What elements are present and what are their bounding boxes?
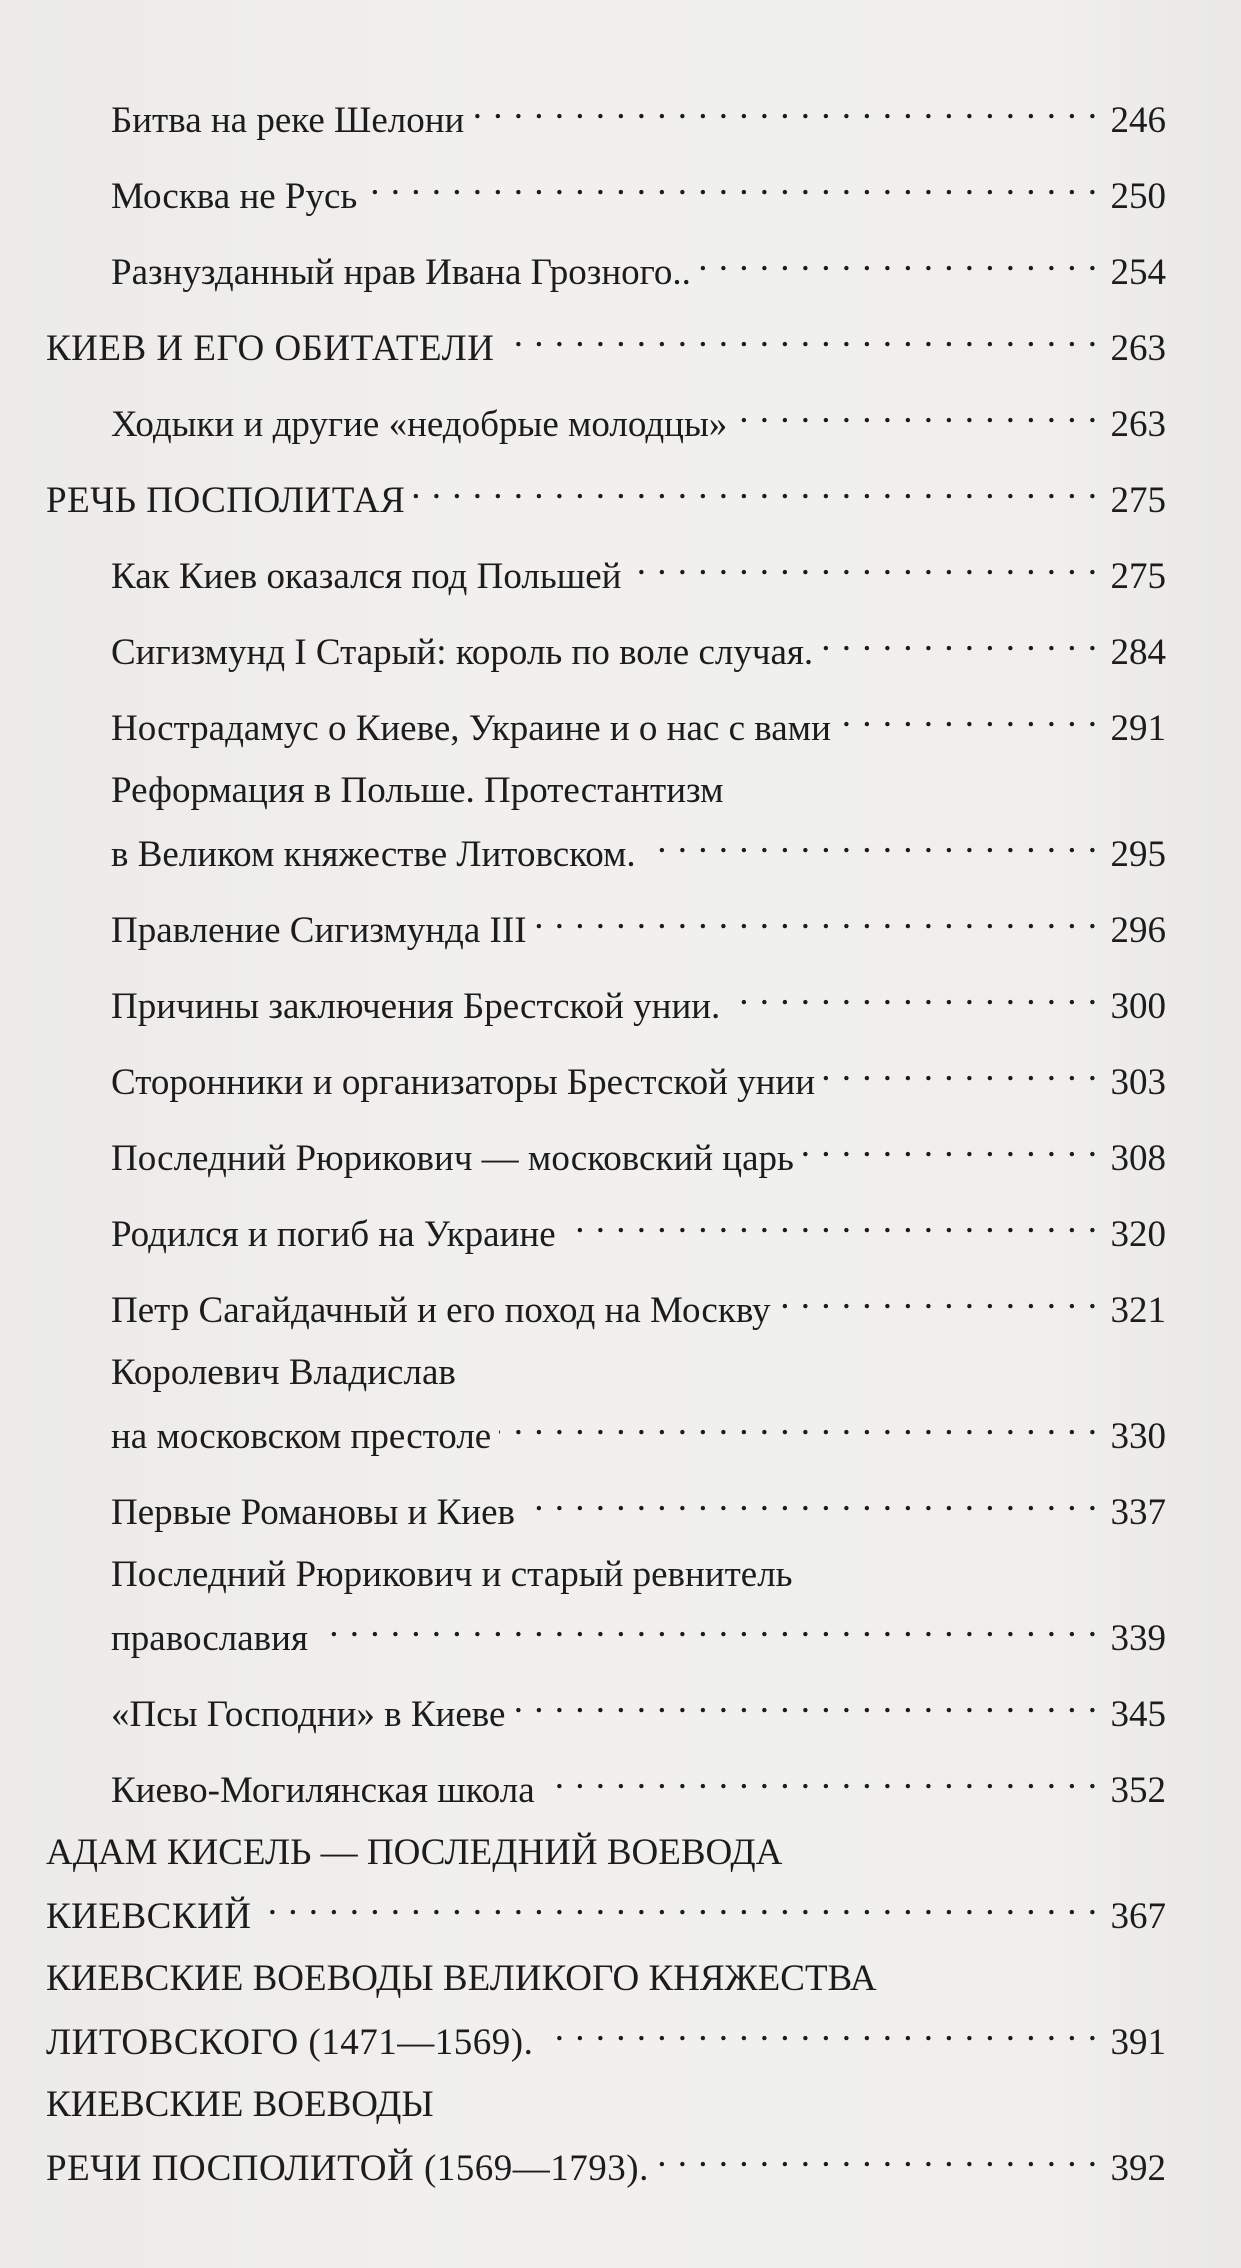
toc-entry-line [111,158,1166,222]
toc-page-number: 246 [1110,100,1166,141]
toc-page-number: 345 [1110,1694,1166,1735]
toc-page-number: 308 [1110,1138,1166,1179]
toc-entry-line [111,614,1166,678]
toc-entry-title: Нострадамус о Киеве, Украине и о нас с вами [111,708,831,749]
toc-subsection-entry [111,1550,1166,1664]
toc-page-number: 367 [1110,1896,1166,1937]
toc-entry-line [111,1474,1166,1538]
toc-subsection-entry [111,892,1166,956]
toc-entry-line [111,1044,1166,1108]
toc-entry-line [111,538,1166,602]
toc-entry-line [111,234,1166,298]
toc-entry-line [111,1676,1166,1740]
dot-leader [543,1752,1098,1802]
toc-page-number: 291 [1110,708,1166,749]
toc-entry-title-first-line: КИЕВСКИЕ ВОЕВОДЫ ВЕЛИКОГО КНЯЖЕСТВА [46,1958,877,1999]
toc-entry-line [111,386,1166,450]
toc-entry-title: Сторонники и организаторы Брестской унии [111,1062,816,1103]
toc-page-number: 392 [1110,2148,1166,2189]
toc-entry-line [111,892,1166,956]
dot-leader [839,690,1098,740]
toc-subsection-entry [111,1196,1166,1260]
toc-subsection-entry [111,766,1166,880]
toc-page-number: 303 [1110,1062,1166,1103]
toc-entry-line [46,1878,1166,1942]
toc-subsection-entry [111,968,1166,1032]
toc-entry-title-first-line: Реформация в Польше. Протестантизм [111,770,724,811]
dot-leader [499,1398,1098,1448]
toc-subsection-entry [111,158,1166,222]
toc-entry-line [111,1398,1166,1462]
toc-page-number: 320 [1110,1214,1166,1255]
toc-entry-line [111,1600,1166,1664]
dot-leader [644,816,1098,866]
toc-entry-line [111,968,1166,1032]
toc-entry-title: Правление Сигизмунда III [111,910,527,951]
dot-leader [564,1196,1098,1246]
toc-entry-title: Битва на реке Шелони [111,100,465,141]
dot-leader [541,2004,1098,2054]
toc-entry-title-first-line: АДАМ КИСЕЛЬ — ПОСЛЕДНИЙ ВОЕВОДА [46,1832,783,1873]
dot-leader [699,234,1098,284]
toc-page-number: 337 [1110,1492,1166,1533]
table-of-contents [46,82,1166,2206]
toc-section-entry [46,1828,1166,1942]
toc-subsection-entry [111,234,1166,298]
dot-leader [728,968,1098,1018]
toc-subsection-entry [111,690,1166,754]
toc-entry-title: Москва не Русь [111,176,358,217]
dot-leader [513,1676,1098,1726]
toc-page-number: 250 [1110,176,1166,217]
toc-subsection-entry [111,82,1166,146]
toc-entry-title: на московском престоле [111,1416,492,1457]
toc-subsection-entry [111,386,1166,450]
toc-page-number: 352 [1110,1770,1166,1811]
toc-section-entry [46,2080,1166,2194]
toc-entry-title: «Псы Господни» в Киеве [111,1694,506,1735]
toc-section-entry [46,1954,1166,2068]
toc-page-number: 263 [1110,328,1166,369]
toc-entry-title: Причины заключения Брестской унии. [111,986,721,1027]
toc-subsection-entry [111,614,1166,678]
toc-subsection-entry [111,1676,1166,1740]
toc-entry-line [46,2004,1166,2068]
toc-entry-title: Ходыки и другие «недобрые молодцы» [111,404,728,445]
toc-page-number: 275 [1110,556,1166,597]
toc-entry-line [46,2130,1166,2194]
toc-page-number: 391 [1110,2022,1166,2063]
toc-page-number: 263 [1110,404,1166,445]
toc-section-entry [46,310,1166,374]
toc-entry-title: Родился и погиб на Украине [111,1214,556,1255]
toc-page-number: 295 [1110,834,1166,875]
dot-leader [413,462,1098,512]
toc-page-number: 284 [1110,632,1166,673]
dot-leader [502,310,1098,360]
dot-leader [823,1044,1098,1094]
toc-entry-line [111,690,1166,754]
toc-subsection-entry [111,1348,1166,1462]
toc-entry-line [111,82,1166,146]
toc-entry-title-first-line: Королевич Владислав [111,1352,456,1393]
toc-page-number: 275 [1110,480,1166,521]
toc-subsection-entry [111,1474,1166,1538]
toc-page-number: 300 [1110,986,1166,1027]
toc-entry-title-first-line: Последний Рюрикович и старый ревнитель [111,1554,793,1595]
toc-entry-line [46,462,1166,526]
dot-leader [472,82,1098,132]
toc-page-number: 321 [1110,1290,1166,1331]
toc-entry-title: Разнузданный нрав Ивана Грозного.. [111,252,691,293]
toc-entry-title: КИЕВСКИЙ [46,1896,252,1937]
dot-leader [365,158,1098,208]
toc-entry-title: Киево-Могилянская школа [111,1770,535,1811]
dot-leader [629,538,1098,588]
toc-entry-title: Последний Рюрикович — московский царь [111,1138,794,1179]
dot-leader [821,614,1098,664]
toc-entry-title: Петр Сагайдачный и его поход на Москву [111,1290,771,1331]
toc-entry-title: Как Киев оказался под Польшей [111,556,622,597]
toc-subsection-entry [111,1044,1166,1108]
dot-leader [535,892,1098,942]
toc-page-number: 254 [1110,252,1166,293]
toc-subsection-entry [111,1120,1166,1184]
toc-entry-line [111,1196,1166,1260]
toc-page-number: 339 [1110,1618,1166,1659]
dot-leader [657,2130,1098,2180]
toc-subsection-entry [111,1272,1166,1336]
toc-entry-line [111,816,1166,880]
toc-entry-line [111,1752,1166,1816]
dot-leader [316,1600,1098,1650]
toc-entry-title: КИЕВ И ЕГО ОБИТАТЕЛИ [46,328,495,369]
dot-leader [779,1272,1098,1322]
toc-page-number: 296 [1110,910,1166,951]
toc-entry-title-first-line: КИЕВСКИЕ ВОЕВОДЫ [46,2084,434,2125]
toc-entry-title: в Великом княжестве Литовском. [111,834,636,875]
dot-leader [735,386,1098,436]
toc-page-number: 330 [1110,1416,1166,1457]
dot-leader [802,1120,1098,1170]
toc-section-entry [46,462,1166,526]
toc-entry-title: РЕЧИ ПОСПОЛИТОЙ (1569—1793). [46,2148,649,2189]
toc-entry-title: Первые Романовы и Киев [111,1492,515,1533]
toc-entry-line [46,310,1166,374]
dot-leader [259,1878,1098,1928]
toc-entry-title: православия [111,1618,308,1659]
toc-entry-line [111,1120,1166,1184]
toc-entry-title: ЛИТОВСКОГО (1471—1569). [46,2022,534,2063]
toc-subsection-entry [111,538,1166,602]
toc-subsection-entry [111,1752,1166,1816]
dot-leader [523,1474,1098,1524]
toc-entry-title: РЕЧЬ ПОСПОЛИТАЯ [46,480,406,521]
toc-entry-title: Сигизмунд I Старый: король по воле случая. [111,632,814,673]
toc-entry-line [111,1272,1166,1336]
